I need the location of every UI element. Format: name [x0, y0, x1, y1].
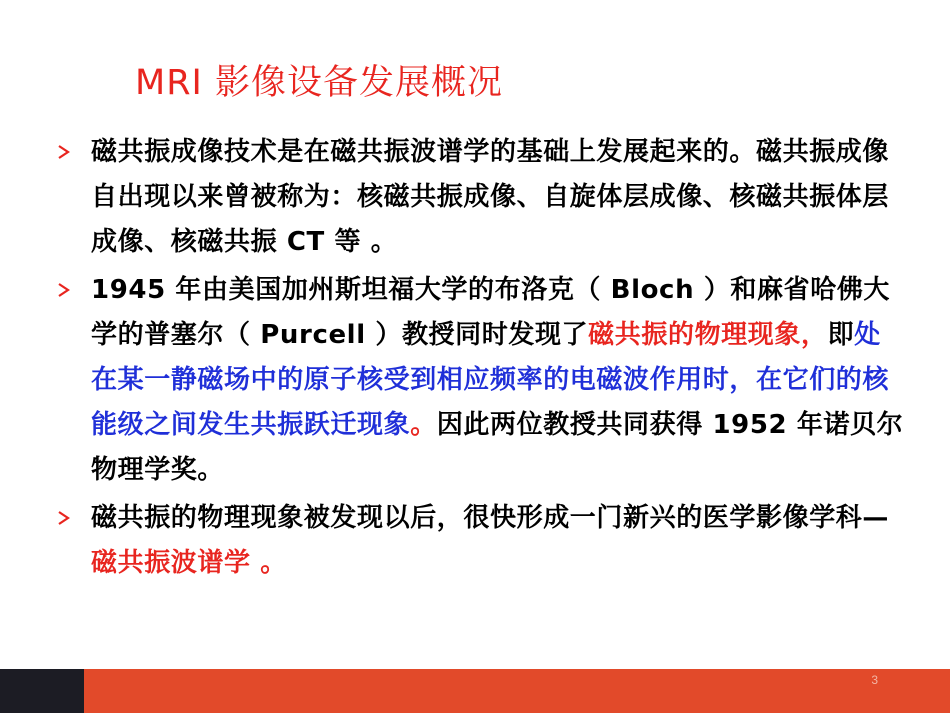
bullet-text [91, 268, 906, 493]
chevron-right-icon [56, 282, 72, 298]
chevron-right-icon [56, 510, 72, 526]
footer-dark-block [0, 669, 84, 713]
bullet-text [91, 496, 906, 586]
text-segment: 因此两位教授共同获得 1952 年诺贝尔物理学奖。 [91, 410, 904, 485]
bullet-item [56, 130, 906, 265]
text-segment: 磁共振的物理现象被发现以后，很快形成一门新兴的医学影像学科— [91, 503, 890, 533]
highlight-blue: 处在某一静磁场中的原子核受到相应频率的电磁波作用时，在它们的核能级之间发生共振跃迁现象 [91, 320, 890, 440]
footer-bar [0, 669, 950, 713]
bullet-item [56, 268, 906, 493]
page-number: 3 [871, 673, 878, 687]
text-segment: 1945 年由美国加州斯坦福大学的布洛克（ Bloch ）和麻省哈佛大学的普塞尔（ Purcell ）教授同时发现了 [91, 275, 891, 350]
highlight-red: 。 [410, 410, 437, 440]
text-segment: 即 [827, 320, 855, 350]
footer-orange-block [84, 669, 950, 713]
highlight-red: 磁共振的物理现象 [588, 320, 801, 350]
highlight-red: ， [800, 320, 828, 350]
slide-title: MRI 影像设备发展概况 [135, 63, 503, 103]
bullet-text [91, 130, 906, 265]
chevron-right-icon [56, 144, 72, 160]
bullet-list [56, 130, 906, 589]
bullet-item [56, 496, 906, 586]
text-segment: 磁共振成像技术是在磁共振波谱学的基础上发展起来的。磁共振成像自出现以来曾被称为：核磁共振成像、自旋体层成像、核磁共振体层成像、核磁共振 CT 等 。 [91, 137, 890, 257]
highlight-red: 磁共振波谱学 。 [91, 548, 287, 578]
